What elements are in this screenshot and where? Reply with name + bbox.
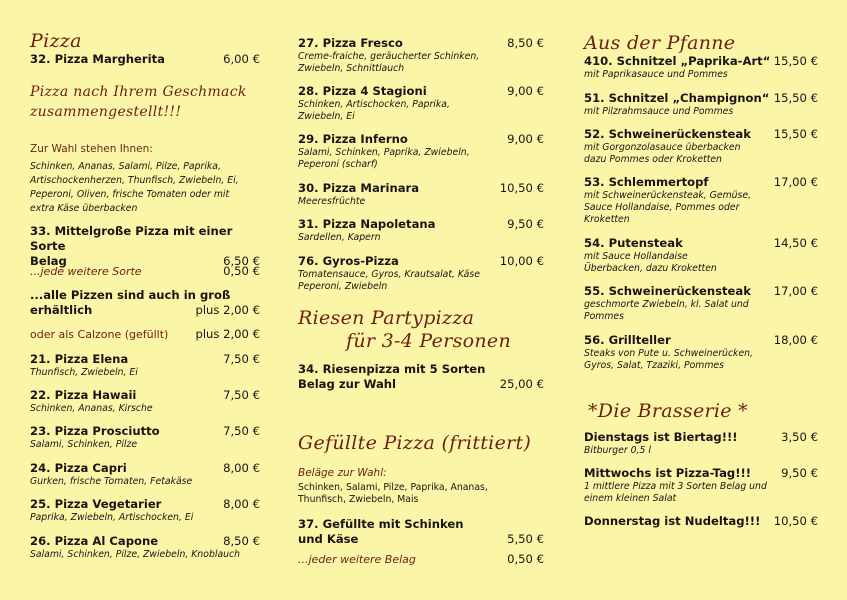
item-price: 5,50 € xyxy=(507,532,544,546)
item-desc: Bitburger 0,5 l xyxy=(584,445,651,456)
menu-item xyxy=(298,181,544,208)
item-name: 28. Pizza 4 Stagioni xyxy=(298,84,427,98)
item-name: 26. Pizza Al Capone xyxy=(30,534,159,548)
item-name: 76. Gyros-Pizza xyxy=(298,254,399,268)
menu-item-party xyxy=(298,362,544,392)
menu-item xyxy=(584,333,818,372)
item-desc: Steaks von Pute u. Schweinerücken, Gyros, Salat, Tzaziki, Pommes xyxy=(584,348,754,371)
menu-item xyxy=(584,236,818,275)
item-name: 33. Mittelgroße Pizza mit einer Sorte xyxy=(30,224,233,253)
section-heading-brasserie: *Die Brasserie * xyxy=(588,400,748,422)
item-desc: mit Paprikasauce und Pommes xyxy=(584,69,728,80)
section-heading-pizza: Pizza xyxy=(30,30,82,52)
item-price: 9,50 € xyxy=(781,466,818,480)
brasserie-item xyxy=(584,514,818,529)
menu-item-mid-pizza xyxy=(30,224,260,269)
menu-item xyxy=(30,497,260,524)
item-price: 8,00 € xyxy=(223,461,260,475)
item-price: 9,50 € xyxy=(507,217,544,231)
item-name: ...jeder weitere Belag xyxy=(298,553,416,566)
item-price: 8,00 € xyxy=(223,497,260,511)
item-desc: mit Sauce Hollandaise Überbacken, dazu Kroketten xyxy=(584,251,717,274)
filled-choice-label: Beläge zur Wahl: xyxy=(298,467,387,479)
item-name: 25. Pizza Vegetarier xyxy=(30,497,162,511)
item-name-line2: Belag xyxy=(30,254,67,268)
item-name-line2: erhältlich xyxy=(30,303,93,317)
item-price: plus 2,00 € xyxy=(195,303,260,317)
menu-item xyxy=(30,424,260,451)
menu-item xyxy=(298,254,544,293)
item-desc: 1 mittlere Pizza mit 3 Sorten Belag und einem kleinen Salat xyxy=(584,481,767,504)
brasserie-item xyxy=(584,430,818,457)
menu-item xyxy=(298,217,544,244)
item-price: 3,50 € xyxy=(781,430,818,444)
menu-item xyxy=(584,175,818,226)
item-desc: mit Gorgonzolasauce überbacken dazu Pommes oder Kroketten xyxy=(584,142,741,165)
custom-heading-line1: Pizza nach Ihrem Geschmack xyxy=(30,84,247,100)
item-desc: Gurken, frische Tomaten, Fetakäse xyxy=(30,476,193,487)
filled-choice-list: Schinken, Salami, Pilze, Paprika, Ananas, Thunfisch, Zwiebeln, Mais xyxy=(298,482,488,505)
item-price: 18,00 € xyxy=(773,333,818,347)
item-name: 31. Pizza Napoletana xyxy=(298,217,436,231)
item-price: 7,50 € xyxy=(223,352,260,366)
item-name: ...alle Pizzen sind auch in groß xyxy=(30,288,231,302)
item-price: 0,50 € xyxy=(223,264,260,278)
menu-item xyxy=(584,127,818,166)
item-name: 29. Pizza Inferno xyxy=(298,132,408,146)
menu-item xyxy=(30,388,260,415)
item-price: plus 2,00 € xyxy=(195,327,260,341)
item-desc: Salami, Schinken, Paprika, Zwiebeln, Peperoni (scharf) xyxy=(298,147,470,170)
item-price: 0,50 € xyxy=(507,552,544,566)
item-desc: Tomatensauce, Gyros, Krautsalat, Käse Peperoni, Zwiebeln xyxy=(298,269,480,292)
item-name: 55. Schweinerückensteak xyxy=(584,284,751,298)
item-name: Dienstags ist Biertag!!! xyxy=(584,430,738,444)
item-name: Mittwochs ist Pizza-Tag!!! xyxy=(584,466,752,480)
item-price: 10,50 € xyxy=(773,514,818,528)
item-price: 10,00 € xyxy=(499,254,544,268)
item-desc: Creme-fraiche, geräucherter Schinken, Zwiebeln, Schnittlauch xyxy=(298,51,480,74)
item-price: 10,50 € xyxy=(499,181,544,195)
item-desc: Paprika, Zwiebeln, Artischocken, Ei xyxy=(30,512,194,523)
item-price: 15,50 € xyxy=(773,54,818,68)
menu-item-filled-extra xyxy=(298,552,544,567)
menu-item xyxy=(30,352,260,379)
item-price: 6,50 € xyxy=(223,254,260,268)
item-name: 54. Putensteak xyxy=(584,236,683,250)
item-name: 51. Schnitzel „Champignon“ xyxy=(584,91,770,105)
item-name-line2: und Käse xyxy=(298,532,359,546)
item-name: 22. Pizza Hawaii xyxy=(30,388,137,402)
section-heading-pfanne: Aus der Pfanne xyxy=(584,32,736,54)
item-name: 37. Gefüllte mit Schinken xyxy=(298,517,464,531)
item-desc: geschmorte Zwiebeln, kl. Salat und Pommes xyxy=(584,299,749,322)
item-price: 8,50 € xyxy=(223,534,260,548)
item-desc: Thunfisch, Zwiebeln, Ei xyxy=(30,367,138,378)
item-name: oder als Calzone (gefüllt) xyxy=(30,328,169,341)
menu-item xyxy=(584,91,818,118)
brasserie-item xyxy=(584,466,818,505)
custom-heading-line2: zusammengestellt!!! xyxy=(30,104,182,120)
menu-item-filled xyxy=(298,517,544,547)
choice-label: Zur Wahl stehen Ihnen: xyxy=(30,143,153,155)
menu-item-margherita xyxy=(30,52,260,67)
item-name: 27. Pizza Fresco xyxy=(298,36,403,50)
menu-item xyxy=(298,84,544,123)
item-price: 14,50 € xyxy=(773,236,818,250)
menu-item xyxy=(584,284,818,323)
item-name: ...jede weitere Sorte xyxy=(30,265,142,278)
item-price: 7,50 € xyxy=(223,388,260,402)
menu-item xyxy=(584,54,818,81)
item-price: 15,50 € xyxy=(773,91,818,105)
item-price: 17,00 € xyxy=(773,284,818,298)
item-name: 56. Grillteller xyxy=(584,333,671,347)
item-price: 6,00 € xyxy=(223,52,260,66)
item-price: 8,50 € xyxy=(507,36,544,50)
item-desc: mit Schweinerückensteak, Gemüse, Sauce Hollandaise, Pommes oder Kroketten xyxy=(584,190,752,225)
menu-item-extra-sort xyxy=(30,264,260,279)
menu-item xyxy=(298,36,544,75)
item-name-line2: Belag zur Wahl xyxy=(298,377,397,391)
menu-item xyxy=(298,132,544,171)
menu-item-all-big xyxy=(30,288,260,318)
item-desc: Sardellen, Kapern xyxy=(298,232,381,243)
menu-item xyxy=(30,461,260,488)
item-desc: Schinken, Ananas, Kirsche xyxy=(30,403,153,414)
item-desc: mit Pilzrahmsauce und Pommes xyxy=(584,106,734,117)
item-desc: Meeresfrüchte xyxy=(298,196,366,207)
item-desc: Salami, Schinken, Pilze xyxy=(30,439,138,450)
item-name: 24. Pizza Capri xyxy=(30,461,127,475)
section-heading-party-line1: Riesen Partypizza xyxy=(298,307,475,329)
item-price: 25,00 € xyxy=(499,377,544,391)
item-price: 15,50 € xyxy=(773,127,818,141)
choice-list: Schinken, Ananas, Salami, Pilze, Paprika, Artischockenherzen, Thunfisch, Zwiebeln, Ei, Peperoni, Oliven, frische Tomaten oder mit extra Käse überbacken xyxy=(30,161,239,214)
item-desc: Salami, Schinken, Pilze, Zwiebeln, Knoblauch xyxy=(30,549,241,560)
item-price: 7,50 € xyxy=(223,424,260,438)
item-price: 9,00 € xyxy=(507,132,544,146)
item-name: 32. Pizza Margherita xyxy=(30,52,165,66)
item-name: 53. Schlemmertopf xyxy=(584,175,709,189)
item-name: 52. Schweinerückensteak xyxy=(584,127,751,141)
section-heading-party-line2: für 3-4 Personen xyxy=(346,330,511,352)
item-name: 30. Pizza Marinara xyxy=(298,181,420,195)
item-desc: Schinken, Artischocken, Paprika, Zwiebeln, Ei xyxy=(298,99,450,122)
item-price: 17,00 € xyxy=(773,175,818,189)
item-name: 23. Pizza Prosciutto xyxy=(30,424,160,438)
item-name: 410. Schnitzel „Paprika-Art“ xyxy=(584,54,771,68)
item-name: 21. Pizza Elena xyxy=(30,352,129,366)
item-price: 9,00 € xyxy=(507,84,544,98)
item-name: Donnerstag ist Nudeltag!!! xyxy=(584,514,761,528)
menu-item xyxy=(30,534,260,561)
menu-item-calzone xyxy=(30,327,260,342)
item-name: 34. Riesenpizza mit 5 Sorten xyxy=(298,362,486,376)
section-heading-filled: Gefüllte Pizza (frittiert) xyxy=(298,432,532,454)
